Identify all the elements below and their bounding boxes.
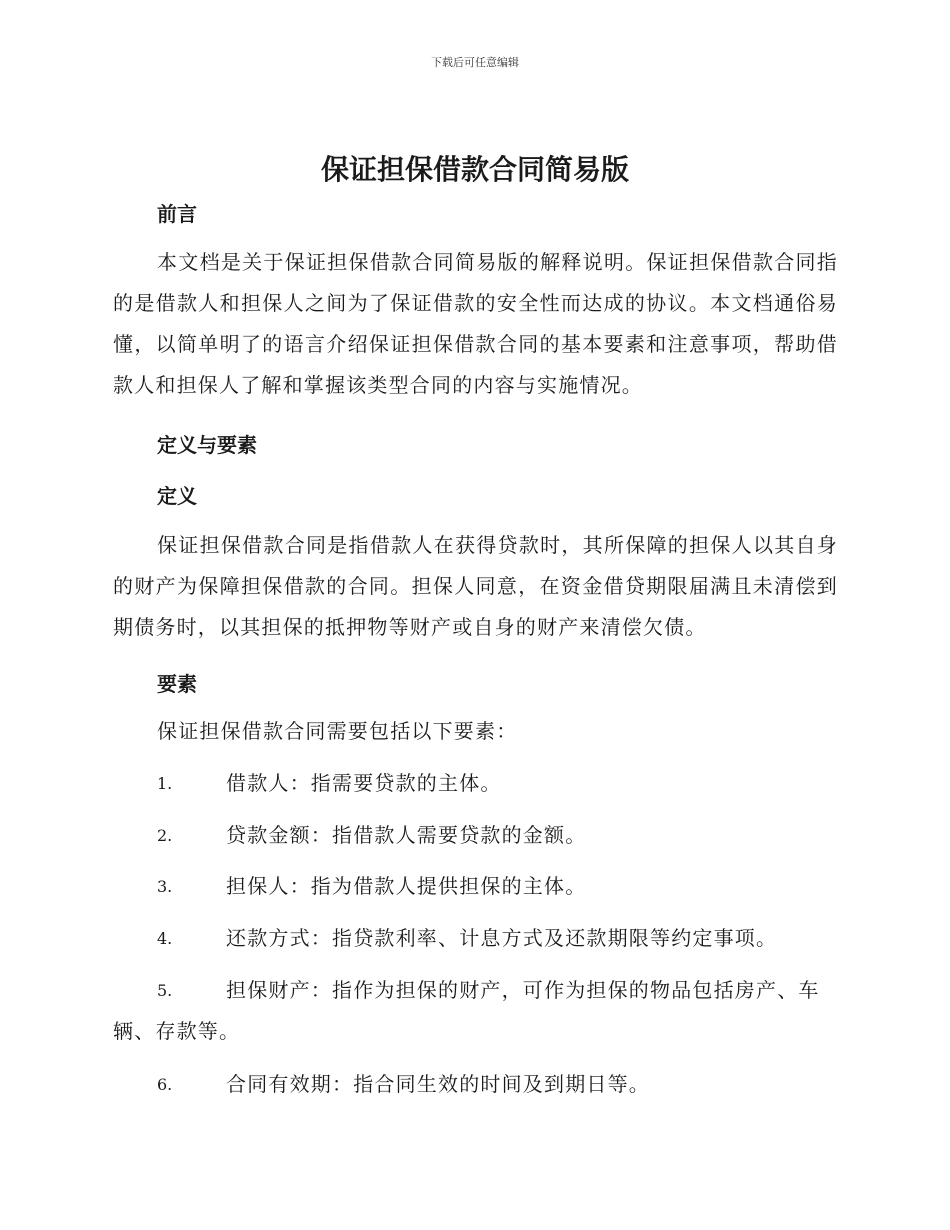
list-item-text: 借款人：指需要贷款的主体。 bbox=[226, 771, 502, 795]
list-item bbox=[113, 1064, 838, 1105]
list-item bbox=[113, 815, 838, 856]
list-item-text: 担保财产：指作为担保的财产，可作为担保的物品包括房产、车辆、存款等。 bbox=[113, 978, 820, 1043]
list-item bbox=[113, 866, 838, 907]
list-item-text: 贷款金额：指借款人需要贷款的金额。 bbox=[226, 823, 587, 847]
list-item-number: 2. bbox=[157, 826, 173, 845]
preface-heading: 前言 bbox=[157, 202, 197, 226]
definition-heading: 定义 bbox=[157, 484, 197, 508]
header-note: 下载后可任意编辑 bbox=[431, 56, 519, 69]
list-item-text: 担保人：指为借款人提供担保的主体。 bbox=[226, 874, 587, 898]
list-item-number: 4. bbox=[157, 929, 173, 948]
list-item bbox=[113, 763, 838, 804]
definition-paragraph: 保证担保借款合同是指借款人在获得贷款时，其所保障的担保人以其自身的财产为保障担保借款的合同。担保人同意，在资金借贷期限届满且未清偿到期债务时，以其担保的抵押物等财产或自身的财产来清偿欠债。 bbox=[113, 533, 838, 639]
elements-heading: 要素 bbox=[157, 672, 197, 696]
list-item-number: 6. bbox=[157, 1075, 173, 1094]
definition-elements-heading: 定义与要素 bbox=[157, 433, 257, 457]
list-item-number: 3. bbox=[157, 877, 173, 896]
list-item-text: 合同有效期：指合同生效的时间及到期日等。 bbox=[226, 1072, 650, 1096]
elements-intro: 保证担保借款合同需要包括以下要素： bbox=[157, 719, 518, 743]
list-item-text: 还款方式：指贷款利率、计息方式及还款期限等约定事项。 bbox=[226, 926, 778, 950]
list-item-number: 1. bbox=[157, 774, 173, 793]
document-title: 保证担保借款合同简易版 bbox=[320, 153, 629, 186]
list-item-number: 5. bbox=[157, 981, 173, 1000]
list-item bbox=[113, 918, 838, 959]
list-item bbox=[113, 970, 838, 1052]
preface-paragraph: 本文档是关于保证担保借款合同简易版的解释说明。保证担保借款合同指的是借款人和担保人之间为了保证借款的安全性而达成的协议。本文档通俗易懂，以简单明了的语言介绍保证担保借款合同的基本要素和注意事项，帮助借款人和担保人了解和掌握该类型合同的内容与实施情况。 bbox=[113, 250, 838, 397]
